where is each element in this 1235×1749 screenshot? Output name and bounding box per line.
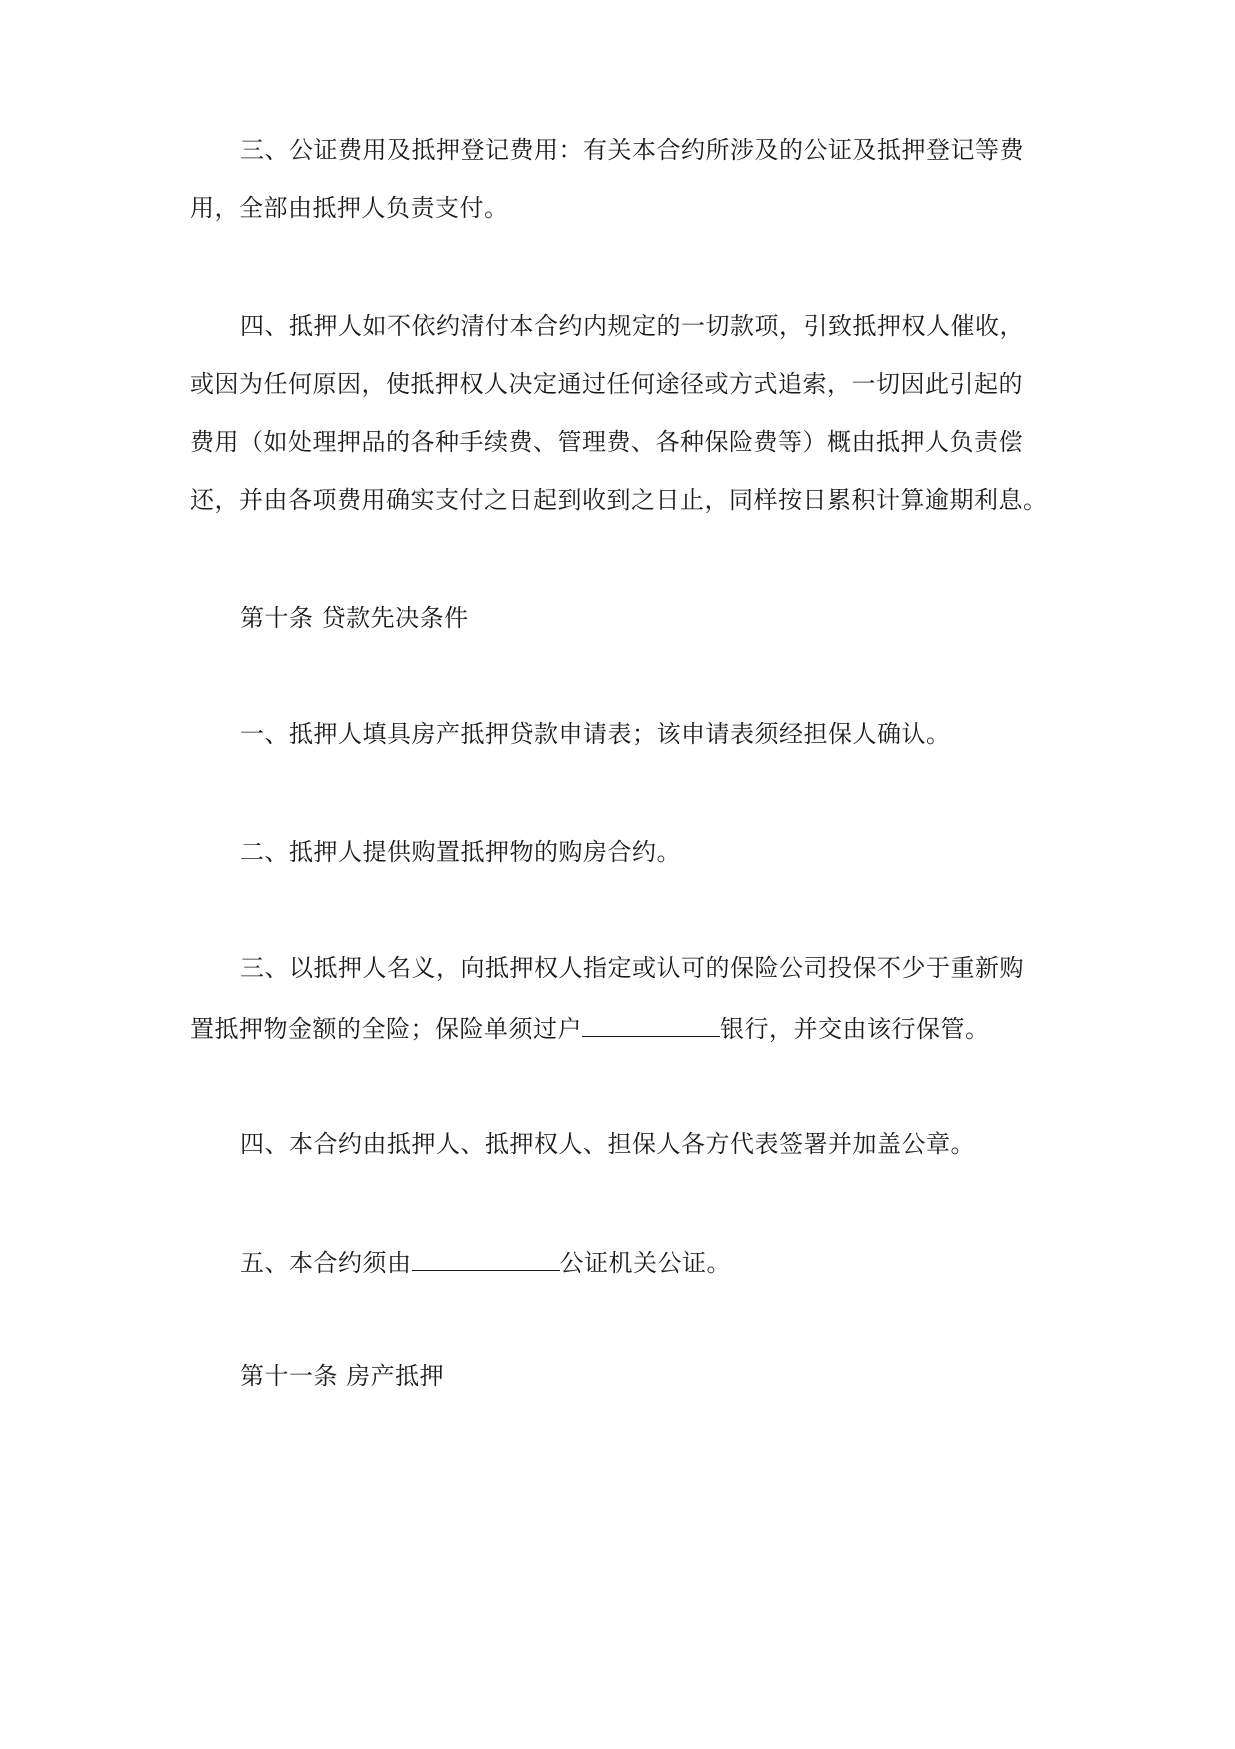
notary-text-before: 五、本合约须由: [240, 1249, 412, 1277]
article-10-item-3-line-2: [190, 1010, 990, 1045]
article-10-heading: 第十条 贷款先决条件: [240, 604, 469, 632]
article-10-item-5: [240, 1244, 731, 1279]
article-10-item-3-line-1: 三、以抵押人名义，向抵押权人指定或认可的保险公司投保不少于重新购: [240, 954, 1024, 982]
fees-clause-line-2: 用，全部由抵押人负责支付。: [190, 194, 509, 222]
default-clause-line-2: 或因为任何原因，使抵押权人决定通过任何途径或方式追索，一切因此引起的: [190, 370, 1023, 398]
insurance-text-after: 银行，并交由该行保管。: [720, 1015, 990, 1043]
article-10-item-1: 一、抵押人填具房产抵押贷款申请表；该申请表须经担保人确认。: [240, 720, 951, 748]
article-10-item-4: 四、本合约由抵押人、抵押权人、担保人各方代表签署并加盖公章。: [240, 1130, 975, 1158]
insurance-text-before: 置抵押物金额的全险；保险单须过户: [190, 1015, 582, 1043]
article-11-heading: 第十一条 房产抵押: [240, 1362, 445, 1390]
article-10-item-2: 二、抵押人提供购置抵押物的购房合约。: [240, 838, 681, 866]
notary-text-after: 公证机关公证。: [559, 1249, 731, 1277]
fees-clause-line-1: 三、公证费用及抵押登记费用：有关本合约所涉及的公证及抵押登记等费: [240, 136, 1024, 164]
default-clause-line-4: 还，并由各项费用确实支付之日起到收到之日止，同样按日累积计算逾期利息。: [190, 486, 1048, 514]
bank-name-blank[interactable]: [582, 1010, 720, 1037]
default-clause-line-1: 四、抵押人如不依约清付本合约内规定的一切款项，引致抵押权人催收，: [240, 312, 1024, 340]
notary-office-blank[interactable]: [412, 1244, 560, 1271]
default-clause-line-3: 费用（如处理押品的各种手续费、管理费、各种保险费等）概由抵押人负责偿: [190, 428, 1023, 456]
